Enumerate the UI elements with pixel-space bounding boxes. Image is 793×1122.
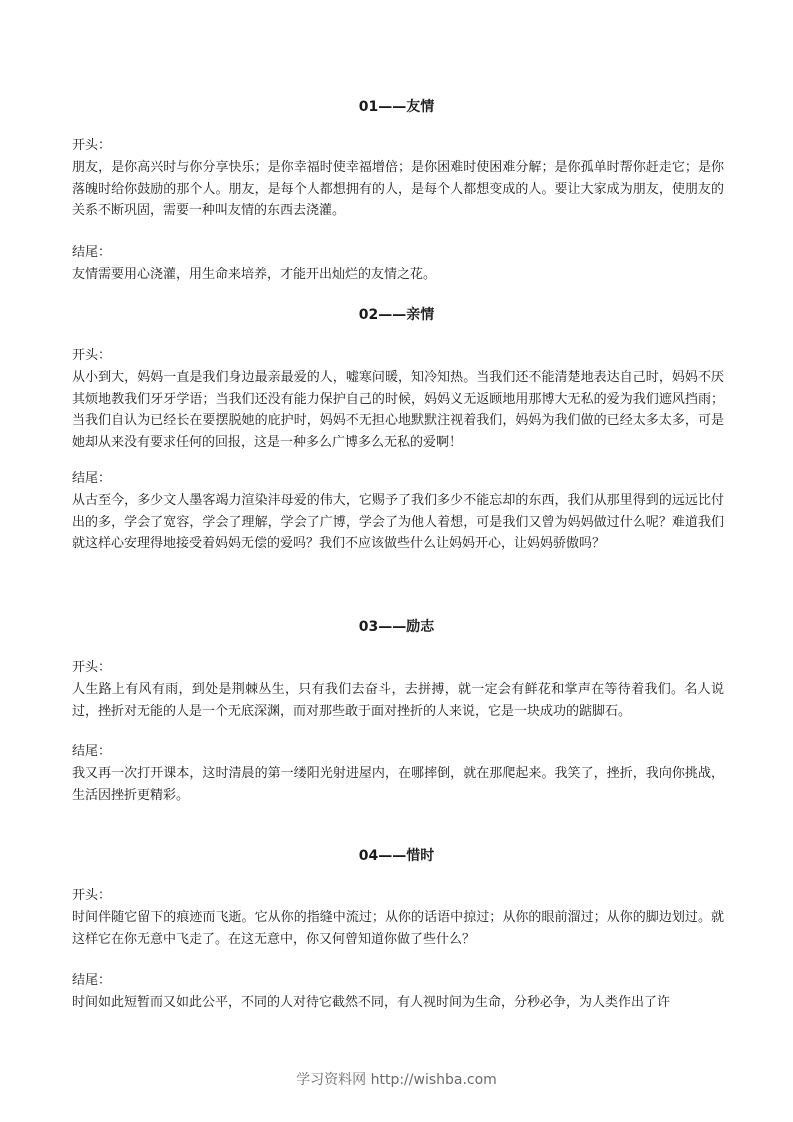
footer-watermark: 学习资料网 http://wishba.com xyxy=(296,1072,497,1088)
ending-label: 结尾： xyxy=(72,744,112,759)
ending-label: 结尾： xyxy=(72,471,112,486)
section-title: 01——友情 xyxy=(358,99,435,115)
ending-label: 结尾： xyxy=(72,245,112,260)
opening-label: 开头： xyxy=(72,888,112,903)
ending-paragraph: 从古至今，多少文人墨客竭力渲染沣母爱的伟大，它赐予了我们多少不能忘却的东西，我们从那里得到的远远比付出的多，学会了宽容，学会了理解，学会了广博，学会了为他人着想，可是我们又曾为妈妈做过什么呢？难道我们就这样心安理得地接受着妈妈无偿的爱吗？我们不应该做些什么让妈妈开心，让妈妈骄傲吗？ xyxy=(72,493,724,552)
ending-label: 结尾： xyxy=(72,973,112,988)
section-title: 03——励志 xyxy=(358,619,435,635)
ending-paragraph: 时间如此短暂而又如此公平，不同的人对待它截然不同，有人视时间为生命，分秒必争，为人类作出了许 xyxy=(72,995,671,1010)
opening-paragraph: 人生路上有风有雨，到处是荆棘丛生，只有我们去奋斗，去拼搏，就一定会有鲜花和掌声在等待着我们。名人说过，挫折对无能的人是一个无底深渊，而对那些敢于面对挫折的人来说，它是一块成功的踮脚石。 xyxy=(72,682,724,719)
section-title: 04——惜时 xyxy=(358,848,435,864)
opening-label: 开头： xyxy=(72,660,112,675)
opening-label: 开头： xyxy=(72,348,112,363)
opening-paragraph: 朋友，是你高兴时与你分享快乐；是你幸福时使幸福增倍；是你困难时使困难分解；是你孤单时帮你赶走它；是你落魄时给你鼓励的那个人。朋友，是每个人都想拥有的人，是每个人都想变成的人。要让大家成为朋友，使朋友的关系不断巩固，需要一种叫友情的东西去浇灌。 xyxy=(72,160,724,219)
opening-paragraph: 从小到大，妈妈一直是我们身边最亲最爱的人，嘘寒问暖，知冷知热。当我们还不能清楚地表达自己时，妈妈不厌其烦地教我们牙牙学语；当我们还没有能力保护自己的时候，妈妈义无返顾地用那博大无私的爱为我们遮风挡雨；当我们自认为已经长在要摆脱她的庇护时，妈妈不无担心地默默注视着我们，妈妈为我们做的已经太多太多，可是她却从来没有要求任何的回报，这是一种多么广博多么无私的爱啊！ xyxy=(72,370,724,450)
opening-paragraph: 时间伴随它留下的痕迹而飞逝。它从你的指缝中流过；从你的话语中掠过；从你的眼前溜过；从你的脚边划过。就这样它在你无意中飞走了。在这无意中，你又何曾知道你做了些什么？ xyxy=(72,910,724,947)
opening-label: 开头： xyxy=(72,138,112,153)
ending-paragraph: 友情需要用心浇灌，用生命来培养，才能开出灿烂的友情之花。 xyxy=(72,267,437,282)
ending-paragraph: 我又再一次打开课本，这时清晨的第一缕阳光射进屋内，在哪摔倒，就在那爬起来。我笑了，挫折，我向你挑战，生活因挫折更精彩。 xyxy=(72,766,724,803)
section-title: 02——亲情 xyxy=(358,307,435,323)
